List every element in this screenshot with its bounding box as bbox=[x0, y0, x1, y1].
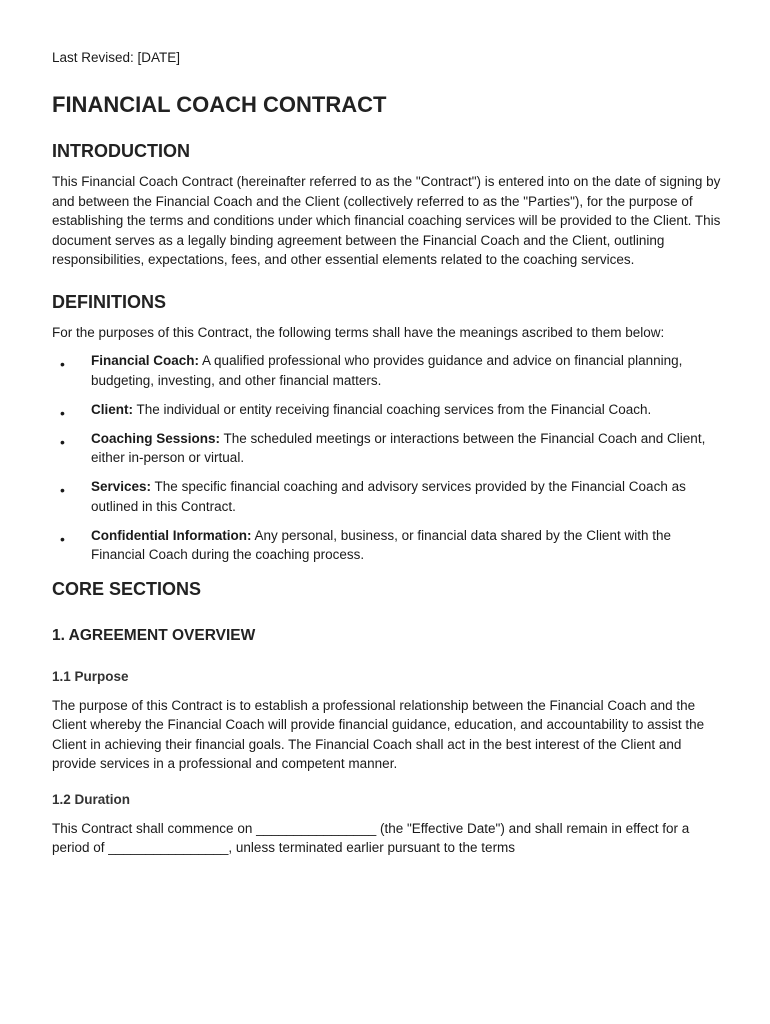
introduction-paragraph: This Financial Coach Contract (hereinafter referred to as the "Contract") is entered into on the date of signing by and between the Financial Coach and the Client (collectively referred to as the "Parties"), for the purpose of establishing the terms and conditions under which financial coaching services will be provided to the Client. This document serves as a legally binding agreement between the Financial Coach and the Client, outlining responsibilities, expectations, fees, and other essential elements related to the coaching services. bbox=[52, 174, 721, 267]
duration-paragraph: This Contract shall commence on ________________ (the "Effective Date") and shall remain in effect for a period of ________________, unless terminated earlier pursuant to the terms bbox=[52, 820, 690, 855]
document-title: FINANCIAL COACH CONTRACT bbox=[52, 92, 387, 117]
definitions-list bbox=[52, 351, 724, 565]
definitions-heading: DEFINITIONS bbox=[52, 291, 167, 312]
duration-heading: 1.2 Duration bbox=[52, 791, 131, 807]
definition-item-coaching-sessions bbox=[52, 429, 724, 468]
introduction-heading: INTRODUCTION bbox=[52, 141, 190, 161]
bullet-icon: • bbox=[60, 530, 65, 547]
purpose-paragraph: The purpose of this Contract is to establish a professional relationship between the Financial Coach and the Client whereby the Financial Coach will provide financial guidance, education, and accountability to assist the Client in achieving their financial goals. The Financial Coach shall act in the best interest of the Client and provide services in a professional and competent manner. bbox=[52, 697, 705, 771]
definition-text: The individual or entity receiving financial coaching services from the Financial Coach. bbox=[133, 401, 652, 417]
definition-text: A qualified professional who provides guidance and advice on financial planning, budgeting, investing, and other financial matters. bbox=[91, 353, 683, 388]
definition-item-financial-coach bbox=[52, 351, 724, 390]
definitions-intro: For the purposes of this Contract, the following terms shall have the meanings ascribed to them below: bbox=[52, 324, 665, 340]
definition-term: Financial Coach: bbox=[91, 353, 200, 368]
definition-term: Confidential Information: bbox=[91, 527, 252, 543]
bullet-icon: • bbox=[60, 356, 65, 372]
definition-text: Any personal, business, or financial data shared by the Client with the Financial Coach during the coaching process. bbox=[91, 527, 671, 562]
core-sections-heading: CORE SECTIONS bbox=[52, 578, 202, 599]
definition-item-client bbox=[52, 400, 724, 420]
definition-item-confidential-information bbox=[52, 526, 724, 565]
purpose-heading: 1.1 Purpose bbox=[52, 668, 129, 684]
definition-item-services bbox=[52, 477, 724, 516]
last-revised-line: Last Revised: [DATE] bbox=[52, 50, 181, 65]
definition-text: The specific financial coaching and advisory services provided by the Financial Coach as outlined in this Contract. bbox=[91, 479, 686, 514]
definition-term: Services: bbox=[91, 479, 152, 494]
definition-term: Coaching Sessions: bbox=[91, 430, 221, 446]
bullet-icon: • bbox=[60, 433, 65, 450]
agreement-overview-heading: 1. AGREEMENT OVERVIEW bbox=[52, 626, 256, 644]
bullet-icon: • bbox=[60, 404, 65, 421]
contract-page bbox=[52, 48, 724, 858]
definition-term: Client: bbox=[91, 401, 133, 417]
bullet-icon: • bbox=[60, 482, 65, 498]
definition-text: The scheduled meetings or interactions between the Financial Coach and Client, either in-person or virtual. bbox=[91, 430, 706, 465]
